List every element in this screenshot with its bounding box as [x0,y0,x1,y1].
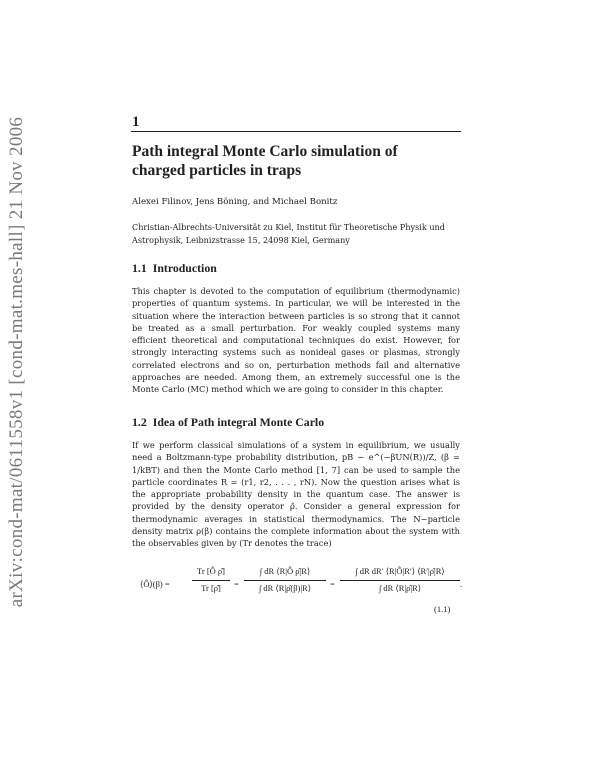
fraction1-bar [192,580,230,581]
equation-lhs: ⟨Ô⟩(β) = [140,579,170,589]
section-heading-path-integral [132,415,324,430]
equation-equals: = [330,579,335,589]
chapter-title: Path integral Monte Carlo simulation of charged particles in traps [132,143,398,179]
fraction3-bar [340,580,460,581]
chapter-rule [131,131,461,132]
path-integral-paragraph: If we perform classical simulations of a system in equilibrium, we usually need a Boltzmann-type probability distribution, pB ∼ e^(−βUN(R))/Z, (β = 1/kBT) and then the Monte Carlo method [1, 7] can be used to sample the particle coordinates R = (r1, r2, . . . , rN). Now the question arises what is the appropriate probability density in the quantum case. The answer is provided by the density operator ρ̂. Consider a general expression for thermodynamic averages in statistical thermodynamics. The N−particle density matrix ρ(β) contains the complete information about the system with the observables given by (Tr denotes the trace) [132,440,460,549]
equation-period: . [460,579,463,589]
chapter-number: 1 [132,114,140,130]
arxiv-sidebar [2,97,32,627]
fraction2-denominator: ∫ dR ⟨R|ρ̂(β)|R⟩ [258,583,312,593]
arxiv-identifier: arXiv:cond-mat/0611558v1 [cond-mat.mes-hall] 21 Nov 2006 [6,116,27,608]
fraction2-bar [244,580,326,581]
section-number: 1.2 [132,415,147,429]
affiliation: Christian-Albrechts-Universität zu Kiel, Institut für Theoretische Physik und Astrophysik, Leibnizstrasse 15, 24098 Kiel, Germany [132,222,445,245]
fraction3-numerator: ∫ dR dR′ ⟨R|Ô|R′⟩ ⟨R′|ρ̂|R⟩ [355,566,445,576]
section-number: 1.1 [132,261,147,275]
section-title: Idea of Path integral Monte Carlo [152,415,325,429]
section-title: Introduction [152,261,217,275]
equation-number: (1.1) [434,604,451,614]
section-heading-introduction [132,261,217,276]
fraction1-numerator: Tr [Ô ρ̂] [196,566,225,576]
introduction-paragraph: This chapter is devoted to the computation of equilibrium (thermodynamic) properties of quantum systems. In particular, we will be interested in the situation where the interaction between particles is so strong that it cannot be treated as a small perturbation. For weakly coupled systems many efficient theoretical and computational techniques do exist. However, for strongly interacting systems such as nonideal gases or plasmas, strongly correlated electrons and so on, perturbation methods fail and alternative approaches are needed. Among them, an extremely successful one is the Monte Carlo (MC) method which we are going to consider in this chapter. [132,286,460,395]
fraction2-numerator: ∫ dR ⟨R|Ô ρ̂|R⟩ [259,566,311,576]
fraction1-denominator: Tr [ρ̂] [201,583,221,593]
equation-1-1 [140,565,463,605]
fraction3-denominator: ∫ dR ⟨R|ρ̂|R⟩ [378,583,422,593]
equation-equals: = [234,579,239,589]
authors: Alexei Filinov, Jens Böning, and Michael Bonitz [132,197,338,207]
